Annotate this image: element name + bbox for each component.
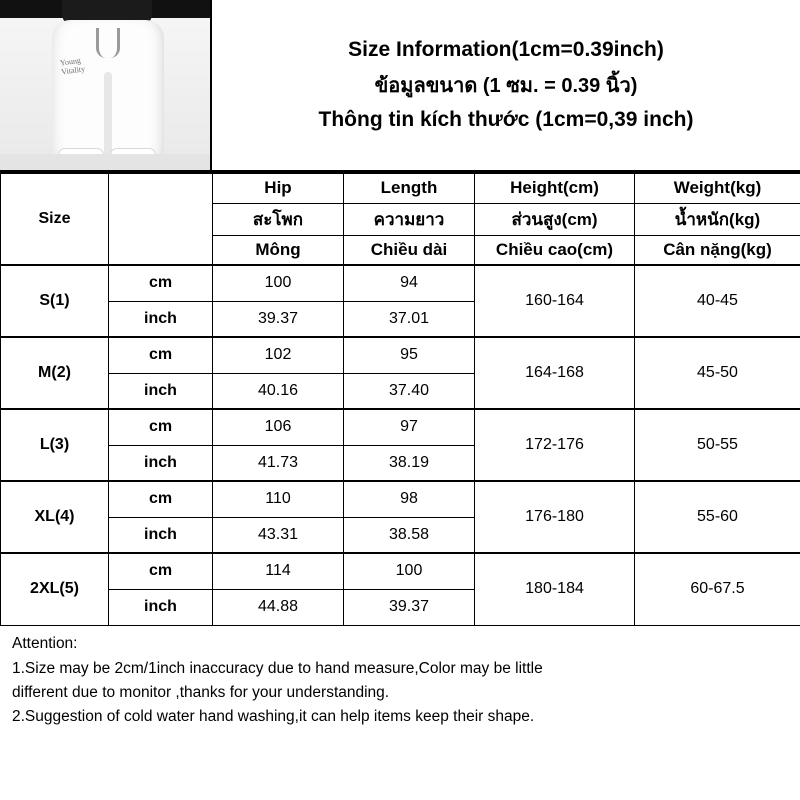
photo-floor bbox=[0, 154, 210, 170]
unit-cm: cm bbox=[109, 409, 213, 445]
unit-cm: cm bbox=[109, 337, 213, 373]
size-table bbox=[0, 172, 800, 626]
header-weight-th: น้ำหนัก(kg) bbox=[635, 203, 800, 235]
unit-inch: inch bbox=[109, 373, 213, 409]
header-weight-vi: Cân nặng(kg) bbox=[635, 235, 800, 265]
weight-2xl: 60-67.5 bbox=[635, 553, 800, 625]
table-row bbox=[1, 553, 800, 589]
size-label-2xl: 2XL(5) bbox=[1, 553, 109, 625]
hip-cm-l: 106 bbox=[213, 409, 344, 445]
header-height-vi: Chiều cao(cm) bbox=[475, 235, 635, 265]
size-label-l: L(3) bbox=[1, 409, 109, 481]
attention-line-1: 1.Size may be 2cm/1inch inaccuracy due to hand measure,Color may be little bbox=[12, 659, 543, 677]
product-photo bbox=[0, 0, 212, 170]
unit-cm: cm bbox=[109, 265, 213, 301]
header-length-vi: Chiều dài bbox=[344, 235, 475, 265]
hip-cm-m: 102 bbox=[213, 337, 344, 373]
hip-inch-m: 40.16 bbox=[213, 373, 344, 409]
header-weight-en: Weight(kg) bbox=[635, 173, 800, 203]
hip-inch-xl: 43.31 bbox=[213, 517, 344, 553]
length-cm-l: 97 bbox=[344, 409, 475, 445]
hip-inch-2xl: 44.88 bbox=[213, 589, 344, 625]
attention-line-3: 2.Suggestion of cold water hand washing,it can help items keep their shape. bbox=[12, 707, 535, 725]
length-inch-2xl: 39.37 bbox=[344, 589, 475, 625]
table-row bbox=[1, 409, 800, 445]
unit-inch: inch bbox=[109, 589, 213, 625]
hip-cm-xl: 110 bbox=[213, 481, 344, 517]
table-row bbox=[1, 337, 800, 373]
title-line-th: ข้อมูลขนาด (1 ซม. = 0.39 นิ้ว) bbox=[374, 75, 638, 97]
hip-cm-2xl: 114 bbox=[213, 553, 344, 589]
header-hip-en: Hip bbox=[213, 173, 344, 203]
height-l: 172-176 bbox=[475, 409, 635, 481]
attention-title: Attention: bbox=[12, 634, 78, 652]
weight-xl: 55-60 bbox=[635, 481, 800, 553]
unit-inch: inch bbox=[109, 301, 213, 337]
height-2xl: 180-184 bbox=[475, 553, 635, 625]
unit-cm: cm bbox=[109, 553, 213, 589]
length-inch-l: 38.19 bbox=[344, 445, 475, 481]
header-hip-vi: Mông bbox=[213, 235, 344, 265]
table-header-row-en bbox=[1, 173, 800, 203]
title-line-vi: Thông tin kích thước (1cm=0,39 inch) bbox=[318, 108, 694, 131]
header-hip-th: สะโพก bbox=[213, 203, 344, 235]
height-m: 164-168 bbox=[475, 337, 635, 409]
unit-inch: inch bbox=[109, 517, 213, 553]
height-s: 160-164 bbox=[475, 265, 635, 337]
attention-line-2: different due to monitor ,thanks for your understanding. bbox=[12, 683, 390, 701]
unit-column-header bbox=[109, 173, 213, 265]
unit-cm: cm bbox=[109, 481, 213, 517]
size-label-xl: XL(4) bbox=[1, 481, 109, 553]
drawstring bbox=[96, 28, 120, 58]
unit-inch: inch bbox=[109, 445, 213, 481]
weight-l: 50-55 bbox=[635, 409, 800, 481]
header bbox=[0, 0, 800, 172]
header-length-en: Length bbox=[344, 173, 475, 203]
length-cm-s: 94 bbox=[344, 265, 475, 301]
hip-cm-s: 100 bbox=[213, 265, 344, 301]
table-row bbox=[1, 481, 800, 517]
size-label-m: M(2) bbox=[1, 337, 109, 409]
length-inch-m: 37.40 bbox=[344, 373, 475, 409]
hip-inch-l: 41.73 bbox=[213, 445, 344, 481]
length-cm-2xl: 100 bbox=[344, 553, 475, 589]
length-inch-xl: 38.58 bbox=[344, 517, 475, 553]
weight-m: 45-50 bbox=[635, 337, 800, 409]
weight-s: 40-45 bbox=[635, 265, 800, 337]
height-xl: 176-180 bbox=[475, 481, 635, 553]
title-block bbox=[212, 0, 800, 170]
pants-leg-gap bbox=[104, 72, 112, 160]
hip-inch-s: 39.37 bbox=[213, 301, 344, 337]
size-column-header: Size bbox=[1, 173, 109, 265]
header-height-en: Height(cm) bbox=[475, 173, 635, 203]
attention-block bbox=[0, 626, 800, 729]
header-length-th: ความยาว bbox=[344, 203, 475, 235]
length-cm-m: 95 bbox=[344, 337, 475, 373]
header-height-th: ส่วนสูง(cm) bbox=[475, 203, 635, 235]
length-inch-s: 37.01 bbox=[344, 301, 475, 337]
size-label-s: S(1) bbox=[1, 265, 109, 337]
table-row bbox=[1, 265, 800, 301]
title-line-en: Size Information(1cm=0.39inch) bbox=[348, 38, 664, 61]
pants-print-text: Young Vitality bbox=[59, 55, 86, 77]
length-cm-xl: 98 bbox=[344, 481, 475, 517]
